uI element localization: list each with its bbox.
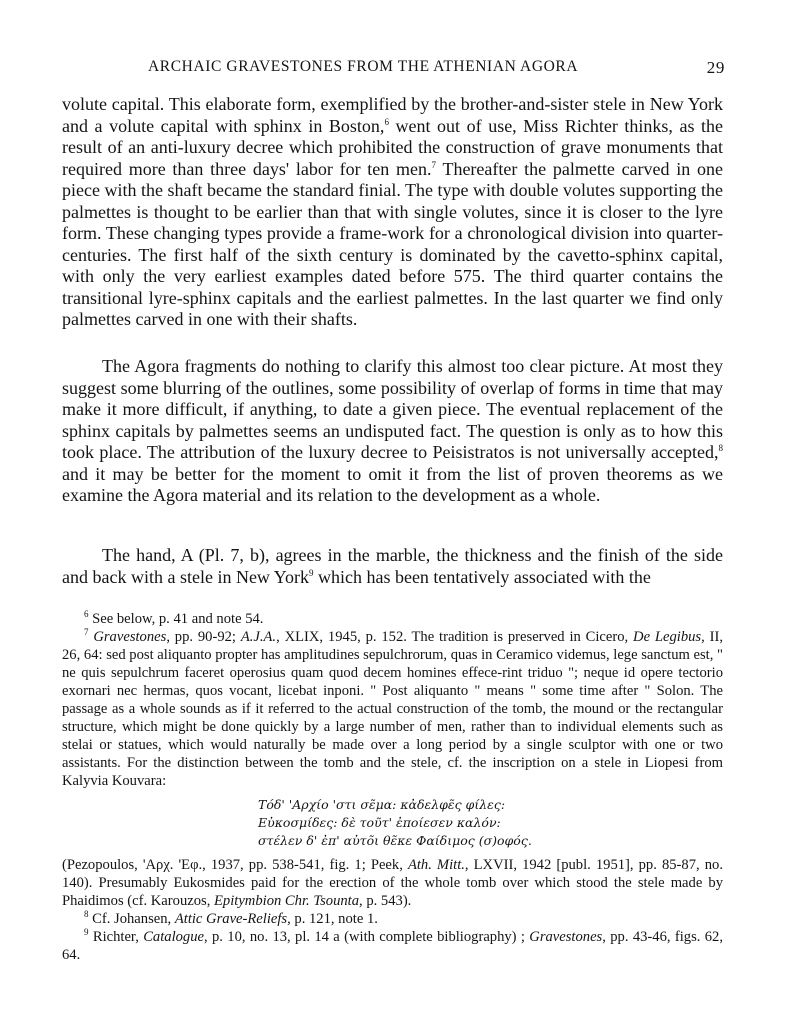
citation-title: Epitymbion Chr. Tsounta — [214, 893, 360, 909]
footnote-7-number: 7 — [84, 627, 89, 637]
p1-text-2: went out of use, Miss Richter thinks, as the result of an anti-luxury decree which prohibited the construction of grave monuments that required more than three days' labor for ten men. — [62, 115, 724, 179]
footnote-7-text-e: , LXVII, 1942 [publ. 1951], pp. 85-87, no. 140). Presumably Eukosmides paid for the erection of the whole tomb over which stood the stele made by Phaidimos (cf. Karouzos, — [62, 857, 723, 909]
footnote-9-text-a: Richter, — [88, 929, 144, 945]
footnote-6-text: See below, p. 41 and note 54. — [88, 611, 264, 627]
footnote-ref-7[interactable]: 7 — [431, 159, 437, 170]
p1-text-1: volute capital. This elaborate form, exemplified by the brother-and-sister stele in New York and a volute capital with sphinx in Boston, — [62, 94, 723, 136]
body-paragraph-1 — [62, 94, 723, 331]
p2-text-1: The Agora fragments do nothing to clarify this almost too clear picture. At most they suggest some blurring of the outlines, some possibility of overlap of forms in time that may make it more difficult, if anything, to date a given piece. The eventual replacement of the sphinx capitals by palmettes seems an undisputed fact. The question is only as to how this took place. The attribution of the luxury decree to Peisistratos is not universally accepted, — [62, 356, 723, 462]
citation-title: A.J.A. — [240, 629, 277, 645]
citation-title: Attic Grave-Reliefs — [174, 911, 288, 927]
footnote-7-text-b: , XLIX, 1945, p. 152. The tradition is preserved in Cicero, — [276, 629, 634, 645]
citation-title: Gravestones — [93, 629, 167, 645]
footnote-7-text-d: (Pezopoulos, 'Αρχ. 'Εφ., 1937, pp. 538-541, fig. 1; Peek, — [62, 857, 408, 873]
body-paragraph-3 — [62, 545, 723, 588]
footnote-ref-9[interactable]: 9 — [308, 567, 314, 578]
inscription-line: Τόδ' 'Αρχίο 'στι σε̃μα: κἀδελφε̃ς φίλες: — [258, 797, 506, 812]
footnote-ref-6[interactable]: 6 — [384, 116, 389, 127]
footnote-7-text-c: , II, 26, 64: sed post aliquanto propter has amplitudines sepulchrorum, quas in Ceramico videmus, lege sanctum est, " ne quis sepulchrum faceret operosius quam quod decem homines effece-rint triduo "; neque id opere tectorio exornari nec hermas, quos vocant, licebat inponi. " Post aliquanto " means " some time after " Solon. The passage as a whole sounds as if it referred to the actual construction of the tomb, the mound or the rectangular structure, which might be done quickly by a large number of men, rather than to individual elements such as stelai or statues, which would naturally be made over a long period by a single sculptor with one or two assistants. For the distinction between the tomb and the stele, cf. the inscription on a stele in Liopesi from Kalyvia Kouvara: — [62, 629, 723, 789]
footnote-9-number: 9 — [84, 927, 89, 937]
page-number: 29 — [706, 58, 725, 77]
footnote-8-text-a: Cf. Johansen, — [88, 911, 175, 927]
footnote-7-text-a: , pp. 90-92; — [166, 629, 241, 645]
running-header — [60, 58, 725, 80]
footnote-9 — [62, 928, 723, 964]
footnotes — [62, 610, 723, 964]
citation-title: Catalogue — [143, 929, 205, 945]
citation-title: De Legibus — [633, 629, 702, 645]
footnote-7 — [62, 628, 723, 790]
inscription-line: Εὐκοσμίδες: δὲ τοῦτ' ἐποίεσεν καλόν: — [258, 815, 501, 830]
footnote-6 — [62, 610, 723, 628]
greek-inscription — [258, 796, 723, 850]
p2-text-2: and it may be better for the moment to omit it from the list of proven theorems as we examine the Agora material and its relation to the development as a whole. — [62, 463, 723, 505]
footnote-6-number: 6 — [84, 609, 89, 619]
running-title: ARCHAIC GRAVESTONES FROM THE ATHENIAN AGORA — [148, 58, 579, 75]
footnote-8-text-b: , p. 121, note 1. — [287, 911, 378, 927]
footnote-7-text-f: , p. 543). — [359, 893, 412, 909]
footnote-ref-8[interactable]: 8 — [718, 443, 723, 453]
body-paragraph-2 — [62, 356, 723, 507]
footnote-7-continued — [62, 856, 723, 910]
footnote-8 — [62, 910, 723, 928]
citation-title: Ath. Mitt. — [407, 857, 465, 873]
footnote-9-text-c: , pp. 43-46, figs. 62, 64. — [62, 929, 723, 963]
footnote-9-text-b: , p. 10, no. 13, pl. 14 a (with complete bibliography) ; — [204, 929, 530, 945]
inscription-line: στέλεν δ' ἐπ' αὐτõι θε̃κε Φαίδιμος (σ)οφός. — [258, 833, 532, 848]
citation-title: Gravestones — [529, 929, 603, 945]
p3-text-1: The hand, A (Pl. 7, b), agrees in the marble, the thickness and the finish of the side and back with a stele in New York — [62, 545, 723, 587]
footnote-8-number: 8 — [84, 909, 89, 919]
p3-text-2: which has been tentatively associated with the — [313, 566, 651, 587]
p1-text-3: Thereafter the palmette carved in one piece with the shaft became the standard finial. The type with double volutes supporting the palmettes is thought to be earlier than that with single volutes, since it is closer to the lyre form. These changing types provide a frame-work for a chronological division into quarter-centuries. The first half of the sixth century is dominated by the cavetto-sphinx capital, with only the very earliest examples dated before 575. The third quarter contains the transitional lyre-sphinx capitals and the earliest palmettes. In the last quarter we find only palmettes carved in one with their shafts. — [62, 158, 723, 329]
